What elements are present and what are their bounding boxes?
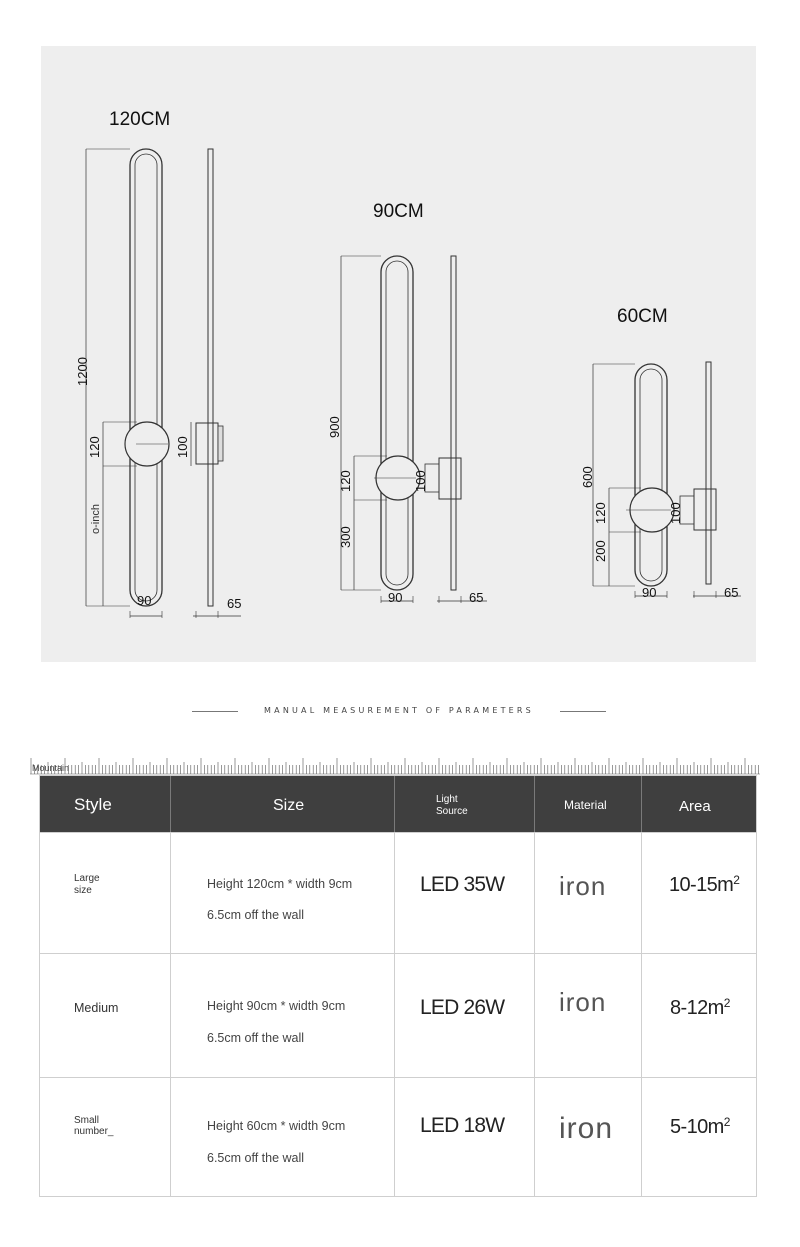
table-row <box>40 1077 756 1196</box>
medium-lower-dim: 300 <box>338 526 353 548</box>
drawing-label-90cm: 90CM <box>373 201 424 222</box>
row-area-number: 8-12m <box>670 997 724 1019</box>
section-heading <box>0 700 800 724</box>
header-area-label: Area <box>679 798 711 815</box>
medium-disc-dim: 120 <box>338 470 353 492</box>
row-light-value: LED 18W <box>420 1114 505 1137</box>
small-plate-dim: 100 <box>668 502 683 524</box>
header-area <box>641 776 756 832</box>
medium-depth-dim: 65 <box>469 590 484 605</box>
small-depth-dim: 65 <box>724 585 739 600</box>
medium-plate-dim: 100 <box>413 470 428 492</box>
large-width-dim: 90 <box>137 593 152 608</box>
heading-rule-left <box>192 711 238 712</box>
row-material-value: iron <box>559 1112 614 1145</box>
small-width-dim: 90 <box>642 585 657 600</box>
dimension-drawings <box>41 46 756 662</box>
large-height-dim: 1200 <box>75 357 90 386</box>
row-area-unit: 2 <box>723 1115 730 1129</box>
medium-height-dim: 900 <box>327 416 342 438</box>
table-header-row <box>40 776 756 832</box>
row-light-value: LED 35W <box>420 873 505 896</box>
row-area-value <box>669 873 739 897</box>
row-area-number: 5-10m <box>670 1116 724 1138</box>
header-light-line2: Source <box>436 806 468 817</box>
row-size-line1: Height 90cm * width 9cm <box>207 999 346 1013</box>
large-lamp-drawing <box>75 149 241 618</box>
row-light-value: LED 26W <box>420 996 505 1019</box>
ruler-ticks <box>30 755 760 775</box>
row-area-unit: 2 <box>723 996 730 1010</box>
row-area-number: 10-15m <box>669 874 734 896</box>
row-size-line2: 6.5cm off the wall <box>207 1151 305 1165</box>
large-plate-dim: 100 <box>175 436 190 458</box>
small-lower-dim: 200 <box>593 540 608 562</box>
row-area-value <box>670 996 730 1020</box>
spec-table <box>39 775 757 1197</box>
row-material-value: iron <box>559 871 607 901</box>
row-style-line1: Large <box>74 873 100 884</box>
ruler-label: Mountain <box>32 763 70 773</box>
row-size-line1: Height 120cm * width 9cm <box>207 877 353 891</box>
header-light-line1: Light <box>436 794 458 805</box>
large-disc-dim: 120 <box>87 436 102 458</box>
small-disc-dim: 120 <box>593 502 608 524</box>
row-size-line2: 6.5cm off the wall <box>207 908 305 922</box>
large-depth-dim: 65 <box>227 596 242 611</box>
large-lower-dim: o-inch <box>90 504 102 534</box>
header-material-label: Material <box>564 798 607 812</box>
header-size <box>170 776 394 832</box>
header-size-label: Size <box>273 797 305 814</box>
row-material-value: iron <box>559 987 607 1017</box>
row-size-line1: Height 60cm * width 9cm <box>207 1119 346 1133</box>
dimension-drawing-panel <box>41 46 756 662</box>
row-area-unit: 2 <box>733 873 740 887</box>
ruler-strip <box>30 755 760 775</box>
header-style <box>40 776 170 832</box>
header-material <box>534 776 641 832</box>
row-style-line1: Small <box>74 1115 100 1126</box>
heading-rule-right <box>560 711 606 712</box>
header-style-label: Style <box>74 795 112 814</box>
small-height-dim: 600 <box>580 466 595 488</box>
header-light-source <box>394 776 534 832</box>
drawing-label-120cm: 120CM <box>109 109 171 130</box>
row-size-line2: 6.5cm off the wall <box>207 1031 305 1045</box>
medium-lamp-drawing <box>327 256 487 605</box>
row-style-line2: size <box>74 885 92 896</box>
section-heading-title: MANUAL MEASUREMENT OF PARAMETERS <box>264 706 534 715</box>
table-row <box>40 832 756 953</box>
row-area-value <box>670 1115 730 1139</box>
table-row <box>40 953 756 1077</box>
drawing-label-60cm: 60CM <box>617 306 668 327</box>
medium-width-dim: 90 <box>388 590 403 605</box>
row-style-line1: Medium <box>74 1001 119 1015</box>
small-lamp-drawing <box>580 362 741 600</box>
row-style-line2: number_ <box>74 1126 114 1137</box>
